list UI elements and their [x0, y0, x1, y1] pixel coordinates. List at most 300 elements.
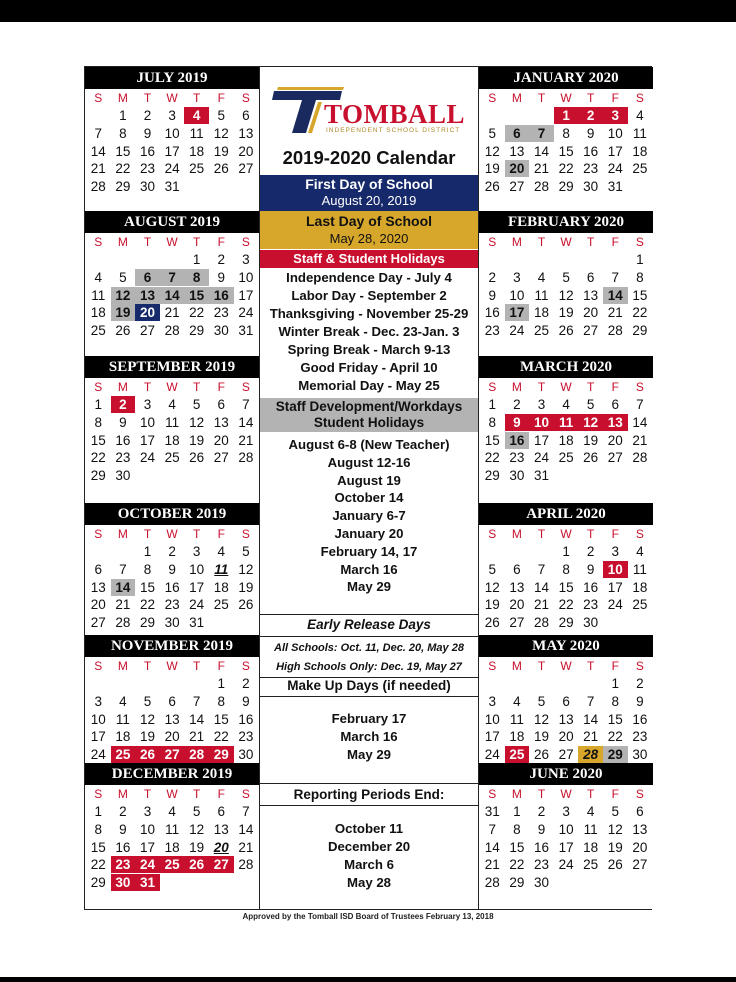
- day-cell: 3: [242, 252, 250, 267]
- day-cell: 16: [632, 711, 648, 727]
- day-cell: 18: [509, 729, 525, 745]
- day-cell: 23: [115, 450, 131, 466]
- day-cell: 6: [217, 397, 226, 412]
- day-cell: 6: [586, 269, 595, 285]
- day-cell: 7: [242, 397, 250, 412]
- staff-dev-item: October 14: [334, 490, 404, 506]
- day-cell: 8: [94, 821, 103, 837]
- day-cell: 26: [533, 747, 549, 763]
- day-cell: 28: [632, 450, 648, 466]
- day-cell: 22: [139, 597, 155, 613]
- day-cell: 21: [189, 729, 205, 745]
- day-cell: 15: [509, 839, 525, 855]
- day-cell: 29: [509, 875, 525, 891]
- weekday-label: W: [166, 527, 178, 541]
- day-cell: 22: [558, 161, 574, 177]
- day-cell: 11: [583, 821, 598, 837]
- day-cell: 6: [611, 397, 620, 412]
- reporting-item: May 28: [347, 875, 391, 890]
- day-cell: 25: [632, 597, 648, 613]
- day-cell: 3: [192, 544, 201, 559]
- day-cell: 17: [505, 304, 530, 321]
- day-cell: 5: [537, 693, 546, 709]
- day-cell: 4: [184, 107, 209, 124]
- day-cell: 22: [213, 729, 229, 745]
- day-cell: 4: [586, 804, 595, 819]
- day-cell: 12: [484, 143, 500, 159]
- day-cell: 13: [213, 414, 229, 430]
- day-cell: 19: [533, 729, 549, 745]
- day-cell: 18: [115, 729, 131, 745]
- staff-dev-item: August 19: [337, 472, 401, 488]
- day-cell: 26: [135, 746, 160, 763]
- day-cell: 20: [164, 729, 180, 745]
- month-title: JANUARY 2020: [479, 67, 653, 89]
- day-cell: 7: [192, 693, 201, 709]
- day-cell: 27: [509, 179, 525, 195]
- day-cell: 15: [484, 432, 500, 448]
- day-cell: 22: [509, 857, 525, 873]
- month-title: DECEMBER 2019: [85, 763, 259, 785]
- day-cell: 12: [189, 821, 205, 837]
- weekday-label: F: [611, 235, 619, 249]
- month-september-2019: [85, 356, 259, 503]
- day-cell: 5: [143, 693, 152, 709]
- day-cell: 10: [484, 711, 500, 727]
- day-cell: 3: [168, 108, 176, 123]
- day-cell: 12: [111, 287, 136, 304]
- day-cell: 14: [90, 143, 106, 159]
- weekday-label: M: [117, 380, 128, 394]
- day-cell: 28: [578, 746, 603, 763]
- holiday-item: Winter Break - Dec. 23-Jan. 3: [278, 324, 460, 339]
- day-cell: 21: [238, 432, 254, 448]
- logo-subtitle: INDEPENDENT SCHOOL DISTRICT: [326, 127, 461, 134]
- day-cell: 29: [603, 746, 628, 763]
- day-cell: 11: [632, 125, 647, 141]
- weekday-label: T: [537, 527, 546, 541]
- day-cell: 1: [636, 252, 644, 267]
- day-cell: 27: [209, 856, 234, 873]
- day-cell: 28: [607, 323, 623, 339]
- day-cell: 12: [213, 125, 229, 141]
- weekday-label: F: [217, 91, 225, 105]
- weekday-label: T: [143, 787, 152, 801]
- calendar-title: 2019-2020 Calendar: [282, 147, 456, 168]
- day-cell: 27: [238, 161, 254, 177]
- day-cell: 20: [632, 839, 648, 855]
- day-cell: 8: [143, 561, 152, 577]
- day-cell: 14: [484, 839, 500, 855]
- day-cell: 18: [632, 579, 648, 595]
- day-cell: 28: [184, 746, 209, 763]
- weekday-label: M: [511, 235, 522, 249]
- day-cell: 9: [586, 561, 595, 577]
- weekday-label: M: [511, 91, 522, 105]
- day-cell: 14: [533, 579, 549, 595]
- day-cell: 24: [509, 323, 525, 339]
- weekday-label: W: [166, 91, 178, 105]
- day-cell: 2: [119, 804, 127, 819]
- day-cell: 27: [90, 615, 106, 631]
- weekday-label: S: [241, 235, 250, 249]
- make-up-item: March 16: [340, 729, 398, 744]
- day-cell: 11: [214, 561, 229, 577]
- day-cell: 1: [513, 804, 521, 819]
- day-cell: 1: [488, 397, 497, 412]
- staff-dev-item: February 14, 17: [320, 543, 418, 559]
- day-cell: 11: [165, 414, 180, 430]
- day-cell: 17: [238, 287, 254, 303]
- day-cell: 20: [213, 432, 229, 448]
- day-cell: 27: [632, 857, 648, 873]
- holiday-item: Good Friday - April 10: [300, 360, 438, 375]
- day-cell: 18: [164, 432, 180, 448]
- day-cell: 24: [607, 161, 623, 177]
- day-cell: 16: [238, 711, 254, 727]
- day-cell: 2: [586, 544, 595, 559]
- day-cell: 18: [189, 143, 205, 159]
- day-cell: 2: [143, 108, 152, 123]
- month-march-2020: [479, 356, 653, 503]
- weekday-label: F: [611, 380, 619, 394]
- weekday-label: T: [143, 91, 152, 105]
- day-cell: 26: [484, 615, 500, 631]
- day-cell: 27: [558, 747, 574, 763]
- weekday-label: T: [587, 91, 595, 105]
- day-cell: 6: [562, 693, 570, 709]
- day-cell: 30: [213, 323, 229, 339]
- day-cell: 26: [115, 323, 131, 339]
- day-cell: 30: [509, 468, 525, 484]
- day-cell: 25: [213, 597, 229, 613]
- day-cell: 4: [537, 269, 546, 285]
- month-february-2020: [479, 211, 653, 356]
- weekday-label: W: [560, 380, 572, 394]
- day-cell: 15: [213, 711, 229, 727]
- divider: [260, 783, 478, 784]
- day-cell: 8: [562, 561, 570, 577]
- day-cell: 13: [164, 711, 180, 727]
- day-cell: 13: [558, 711, 574, 727]
- month-title: APRIL 2020: [479, 503, 653, 525]
- day-cell: 1: [611, 676, 620, 691]
- day-cell: 1: [143, 544, 152, 559]
- day-cell: 20: [135, 304, 160, 321]
- day-cell: 1: [554, 107, 579, 124]
- month-june-2020: [479, 763, 653, 909]
- day-cell: 21: [90, 161, 106, 177]
- weekday-label: T: [587, 380, 595, 394]
- day-cell: 3: [513, 269, 521, 285]
- weekday-label: M: [511, 527, 522, 541]
- day-cell: 17: [607, 579, 623, 595]
- divider: [260, 614, 478, 615]
- day-cell: 15: [139, 579, 155, 595]
- divider: [260, 805, 478, 806]
- day-cell: 11: [509, 711, 524, 727]
- weekday-label: F: [217, 527, 225, 541]
- weekday-label: T: [537, 787, 546, 801]
- day-cell: 5: [586, 397, 595, 412]
- day-cell: 13: [632, 821, 648, 837]
- day-cell: 3: [94, 693, 103, 709]
- day-cell: 7: [611, 269, 620, 285]
- divider: [260, 696, 478, 697]
- day-cell: 2: [636, 676, 644, 691]
- day-cell: 6: [94, 561, 103, 577]
- day-cell: 7: [586, 693, 595, 709]
- day-cell: 5: [611, 804, 620, 819]
- day-cell: 25: [583, 857, 599, 873]
- day-cell: 24: [90, 747, 106, 763]
- month-title: NOVEMBER 2019: [85, 635, 259, 657]
- day-cell: 24: [558, 857, 574, 873]
- day-cell: 4: [217, 544, 226, 559]
- day-cell: 2: [578, 107, 603, 124]
- day-cell: 29: [90, 468, 106, 484]
- last-day-heading: Last Day of School: [305, 213, 433, 229]
- day-cell: 31: [164, 179, 180, 195]
- day-cell: 22: [558, 597, 574, 613]
- day-cell: 2: [111, 396, 136, 413]
- day-cell: 28: [238, 450, 254, 466]
- staff-dev-item: January 6-7: [332, 508, 406, 524]
- day-cell: 26: [583, 450, 599, 466]
- day-cell: 31: [607, 179, 623, 195]
- day-cell: 24: [139, 450, 155, 466]
- day-cell: 28: [238, 857, 254, 873]
- day-cell: 13: [583, 287, 599, 303]
- weekday-label: M: [511, 787, 522, 801]
- day-cell: 14: [238, 414, 254, 430]
- info-panel: [259, 67, 479, 909]
- day-cell: 12: [189, 414, 205, 430]
- day-cell: 13: [238, 125, 254, 141]
- day-cell: 2: [168, 544, 176, 559]
- day-cell: 19: [213, 143, 229, 159]
- divider: [260, 636, 478, 637]
- weekday-label: S: [94, 527, 103, 541]
- weekday-label: T: [193, 91, 201, 105]
- day-cell: 26: [607, 857, 623, 873]
- day-cell: 16: [115, 839, 131, 855]
- day-cell: 8: [513, 821, 521, 837]
- holidays-heading: Staff & Student Holidays: [260, 250, 478, 268]
- day-cell: 27: [213, 450, 229, 466]
- weekday-label: M: [117, 527, 128, 541]
- day-cell: 27: [607, 450, 623, 466]
- reporting-item: October 11: [334, 821, 404, 836]
- weekday-label: S: [94, 380, 103, 394]
- day-cell: 10: [607, 125, 623, 141]
- day-cell: 2: [217, 252, 226, 267]
- weekday-label: W: [560, 527, 572, 541]
- holiday-item: Independence Day - July 4: [286, 270, 452, 285]
- staff-dev-heading-line1: Staff Development/Workdays: [275, 399, 463, 414]
- early-release-heading: Early Release Days: [307, 617, 431, 632]
- weekday-label: S: [241, 380, 250, 394]
- day-cell: 17: [90, 729, 106, 745]
- day-cell: 23: [139, 161, 155, 177]
- day-cell: 1: [119, 108, 127, 123]
- day-cell: 20: [238, 143, 254, 159]
- day-cell: 30: [533, 875, 549, 891]
- day-cell: 12: [533, 711, 549, 727]
- day-cell: 31: [484, 804, 500, 819]
- day-cell: 16: [115, 432, 131, 448]
- day-cell: 6: [505, 125, 530, 142]
- day-cell: 15: [184, 287, 209, 304]
- last-day-box: [260, 211, 478, 249]
- day-cell: 14: [238, 821, 254, 837]
- day-cell: 20: [509, 597, 525, 613]
- day-cell: 5: [242, 544, 250, 559]
- weekday-label: W: [166, 659, 178, 673]
- day-cell: 9: [505, 414, 530, 431]
- weekday-label: T: [143, 380, 152, 394]
- early-release-high-schools: High Schools Only: Dec. 19, May 27: [276, 661, 462, 673]
- day-cell: 3: [488, 693, 497, 709]
- staff-dev-item: May 29: [347, 579, 391, 595]
- day-cell: 10: [603, 561, 628, 578]
- day-cell: 12: [238, 561, 254, 577]
- day-cell: 4: [168, 804, 176, 819]
- weekday-label: W: [560, 91, 572, 105]
- day-cell: 22: [632, 305, 648, 321]
- weekday-label: T: [537, 235, 546, 249]
- day-cell: 21: [533, 597, 549, 613]
- day-cell: 29: [209, 746, 234, 763]
- day-cell: 6: [636, 804, 644, 819]
- day-cell: 10: [189, 561, 205, 577]
- day-cell: 17: [139, 839, 155, 855]
- day-cell: 11: [632, 561, 647, 577]
- weekday-label: S: [488, 787, 497, 801]
- day-cell: 5: [562, 269, 570, 285]
- top-black-bar: [0, 0, 736, 22]
- reporting-item: March 6: [344, 857, 394, 872]
- day-cell: 30: [164, 615, 180, 631]
- day-cell: 10: [139, 414, 155, 430]
- day-cell: 15: [632, 287, 648, 303]
- day-cell: 31: [533, 468, 549, 484]
- weekday-label: T: [143, 659, 152, 673]
- day-cell: 5: [192, 397, 201, 412]
- day-cell: 19: [607, 839, 623, 855]
- day-cell: 27: [160, 746, 185, 763]
- day-cell: 29: [139, 615, 155, 631]
- day-cell: 18: [558, 432, 574, 448]
- day-cell: 3: [611, 544, 620, 559]
- day-cell: 7: [529, 125, 554, 142]
- day-cell: 24: [238, 305, 254, 321]
- day-cell: 6: [135, 269, 160, 286]
- day-cell: 8: [636, 269, 644, 285]
- day-cell: 23: [583, 597, 599, 613]
- day-cell: 26: [213, 161, 229, 177]
- make-up-item: May 29: [347, 747, 391, 762]
- day-cell: 14: [603, 287, 628, 304]
- weekday-label: S: [94, 235, 103, 249]
- day-cell: 22: [90, 450, 106, 466]
- weekday-label: S: [241, 659, 250, 673]
- day-cell: 13: [90, 579, 106, 595]
- staff-dev-heading: [260, 398, 478, 432]
- month-title: OCTOBER 2019: [85, 503, 259, 525]
- day-cell: 17: [533, 432, 549, 448]
- holiday-item: Thanksgiving - November 25-29: [269, 306, 469, 321]
- day-cell: 2: [513, 397, 521, 412]
- weekday-label: W: [560, 659, 572, 673]
- day-cell: 30: [111, 874, 136, 891]
- weekday-label: T: [587, 527, 595, 541]
- holiday-item: Memorial Day - May 25: [298, 378, 440, 393]
- day-cell: 8: [562, 125, 570, 141]
- day-cell: 3: [143, 397, 152, 412]
- month-title: MARCH 2020: [479, 356, 653, 378]
- day-cell: 5: [217, 108, 226, 123]
- holiday-item: Spring Break - March 9-13: [287, 342, 451, 357]
- day-cell: 1: [217, 676, 226, 691]
- day-cell: 23: [164, 597, 180, 613]
- month-october-2019: [85, 503, 259, 635]
- day-cell: 25: [189, 161, 205, 177]
- day-cell: 27: [509, 615, 525, 631]
- weekday-label: S: [241, 91, 250, 105]
- weekday-label: M: [117, 91, 128, 105]
- day-cell: 4: [636, 108, 644, 123]
- month-january-2020: [479, 67, 653, 211]
- weekday-label: W: [166, 235, 178, 249]
- day-cell: 8: [488, 414, 497, 430]
- day-cell: 21: [607, 305, 623, 321]
- day-cell: 20: [90, 597, 106, 613]
- day-cell: 23: [213, 305, 229, 321]
- day-cell: 7: [94, 125, 103, 141]
- day-cell: 12: [139, 711, 155, 727]
- month-december-2019: [85, 763, 259, 909]
- weekday-label: T: [587, 787, 595, 801]
- day-cell: 25: [632, 161, 648, 177]
- day-cell: 28: [164, 323, 180, 339]
- day-cell: 18: [164, 839, 180, 855]
- month-title: SEPTEMBER 2019: [85, 356, 259, 378]
- weekday-label: T: [587, 659, 595, 673]
- day-cell: 10: [238, 269, 254, 285]
- day-cell: 19: [583, 432, 599, 448]
- day-cell: 17: [164, 143, 180, 159]
- day-cell: 19: [111, 304, 136, 321]
- day-cell: 15: [607, 711, 623, 727]
- day-cell: 3: [143, 804, 152, 819]
- day-cell: 7: [119, 561, 127, 577]
- weekday-label: W: [166, 787, 178, 801]
- calendar-sheet: [84, 66, 652, 910]
- district-logo: [270, 83, 470, 139]
- day-cell: 30: [238, 747, 254, 763]
- day-cell: 8: [119, 125, 127, 141]
- day-cell: 11: [554, 414, 579, 431]
- first-day-date: August 20, 2019: [321, 193, 417, 208]
- day-cell: 4: [168, 397, 176, 412]
- weekday-label: S: [488, 91, 497, 105]
- day-cell: 13: [213, 821, 229, 837]
- day-cell: 9: [586, 125, 595, 141]
- day-cell: 29: [189, 323, 205, 339]
- day-cell: 17: [189, 579, 205, 595]
- day-cell: 17: [607, 143, 623, 159]
